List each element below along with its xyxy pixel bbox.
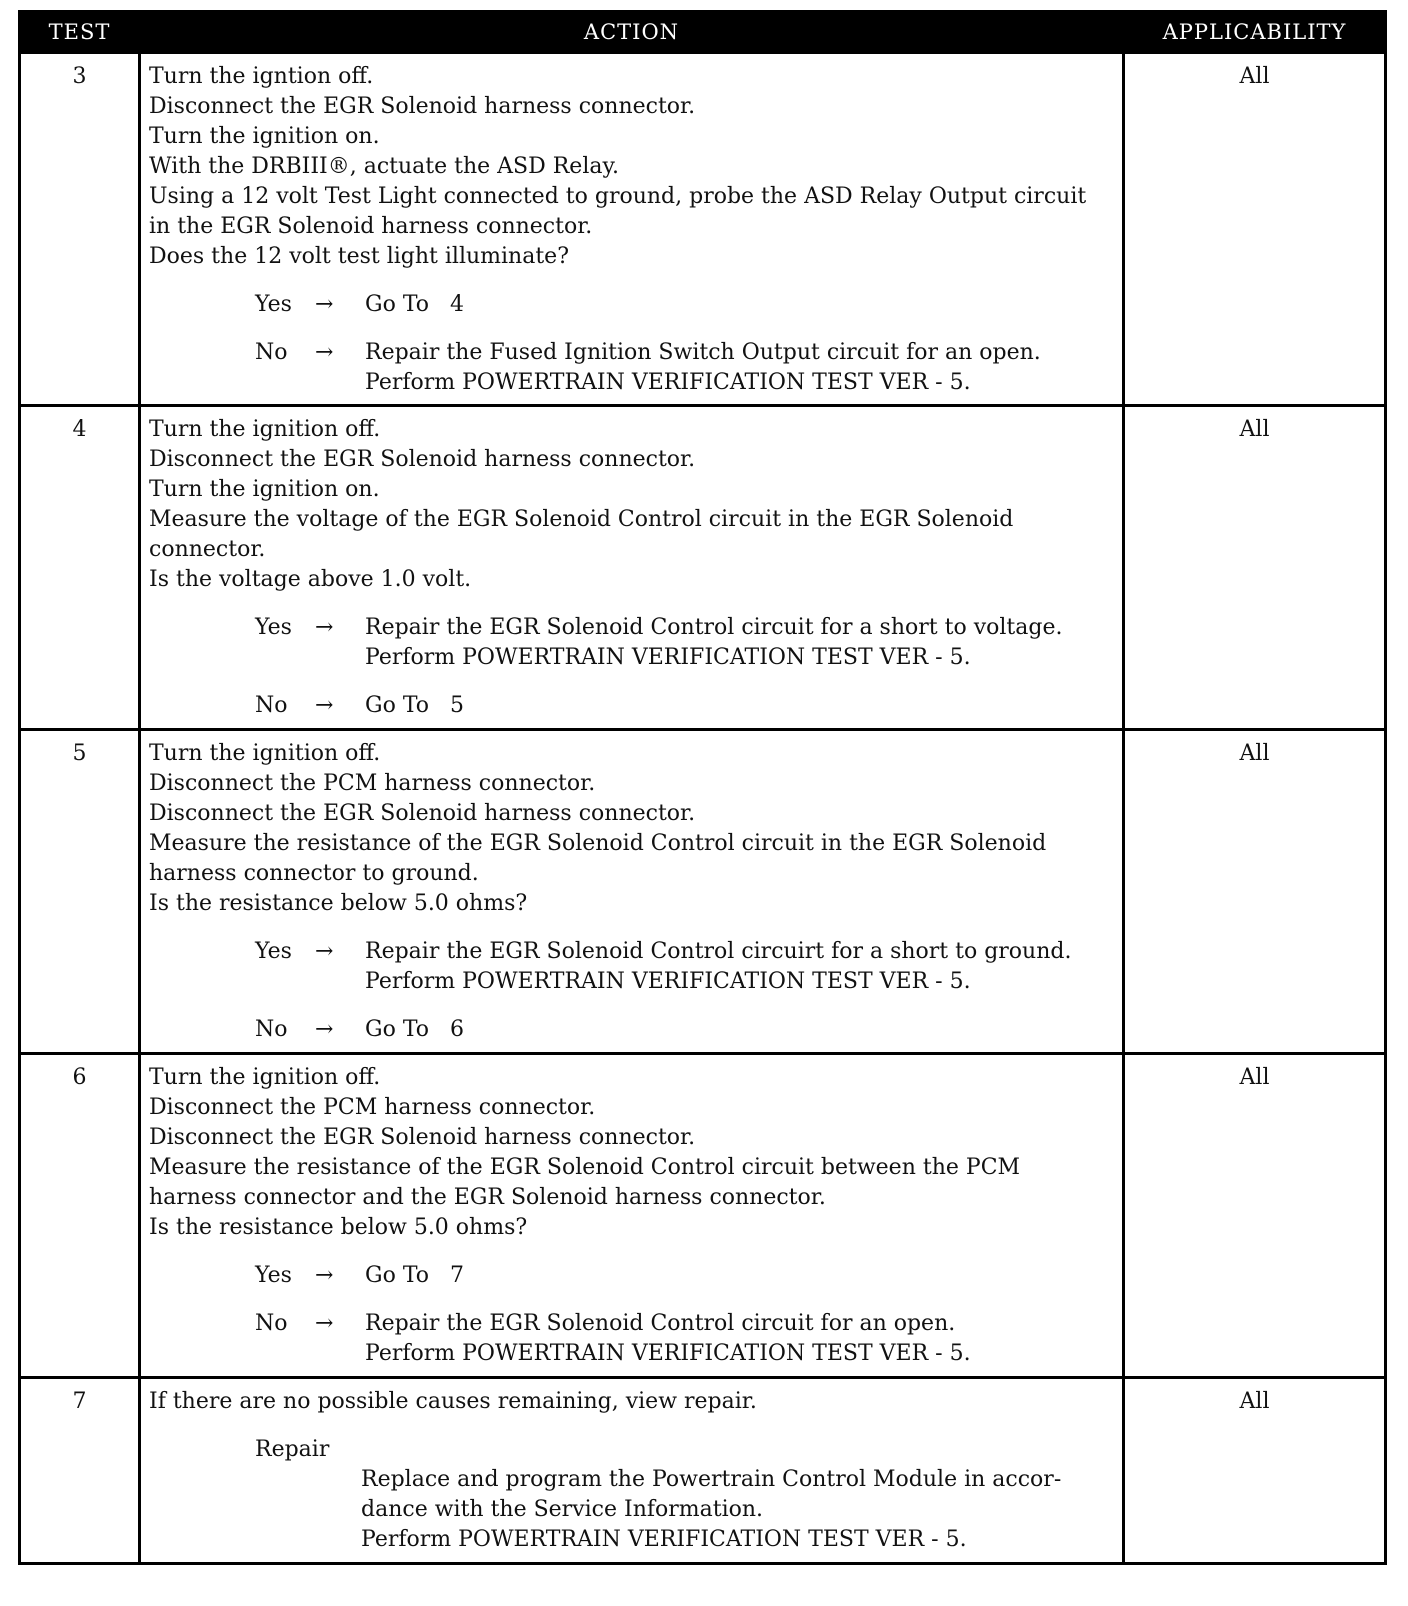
action-line: harness connector to ground. <box>149 861 479 886</box>
action-line: Turn the ignition on. <box>149 124 380 149</box>
arrow-right-icon: → <box>315 939 334 964</box>
action-line: Is the resistance below 5.0 ohms? <box>149 891 528 916</box>
action-cell <box>140 730 1124 1054</box>
yes-result-line: Perform POWERTRAIN VERIFICATION TEST VER - 5. <box>365 645 971 670</box>
yes-label: Yes <box>255 1263 292 1288</box>
action-line: Disconnect the EGR Solenoid harness connector. <box>149 1125 696 1150</box>
table-row <box>20 1054 1386 1378</box>
arrow-right-icon: → <box>315 1263 334 1288</box>
action-line: If there are no possible causes remaining, view repair. <box>149 1389 757 1414</box>
applicability-value: All <box>1124 730 1386 1054</box>
arrow-right-icon: → <box>315 292 334 317</box>
applicability-value: All <box>1124 406 1386 730</box>
applicability-value: All <box>1124 1378 1386 1564</box>
table-row <box>20 730 1386 1054</box>
yes-result-line: Repair the EGR Solenoid Control circuirt for a short to ground. <box>365 939 1072 964</box>
yes-result-line: Perform POWERTRAIN VERIFICATION TEST VER - 5. <box>365 969 971 994</box>
action-line: With the DRBIII®, actuate the ASD Relay. <box>149 154 619 179</box>
diagnostic-test-sheet <box>18 10 1384 1565</box>
action-line: Turn the ignition off. <box>149 1065 381 1090</box>
action-line: Turn the ignition off. <box>149 741 381 766</box>
repair-label: Repair <box>255 1437 330 1462</box>
table-row <box>20 53 1386 406</box>
action-line: Measure the voltage of the EGR Solenoid Control circuit in the EGR Solenoid <box>149 507 1014 532</box>
test-number: 7 <box>20 1378 140 1564</box>
yes-result <box>365 937 1114 997</box>
arrow-right-icon: → <box>315 615 334 640</box>
no-result <box>365 1309 1114 1369</box>
yes-result-line: Go To 7 <box>365 1263 464 1288</box>
action-line: Is the resistance below 5.0 ohms? <box>149 1215 528 1240</box>
yes-branch <box>255 1261 1114 1291</box>
action-line: Disconnect the EGR Solenoid harness connector. <box>149 801 696 826</box>
yes-result-line: Go To 4 <box>365 292 464 317</box>
action-line: in the EGR Solenoid harness connector. <box>149 214 593 239</box>
test-number: 3 <box>20 53 140 406</box>
header-applicability: APPLICABILITY <box>1124 12 1386 53</box>
no-branch <box>255 1309 1114 1369</box>
yes-label: Yes <box>255 939 292 964</box>
no-result <box>365 691 1114 721</box>
header-test: TEST <box>20 12 140 53</box>
action-line: Disconnect the EGR Solenoid harness connector. <box>149 94 696 119</box>
action-line: Turn the ignition on. <box>149 477 380 502</box>
no-result <box>365 1015 1114 1045</box>
test-number: 4 <box>20 406 140 730</box>
no-label: No <box>255 340 288 365</box>
action-line: Is the voltage above 1.0 volt. <box>149 567 472 592</box>
action-line: Disconnect the PCM harness connector. <box>149 1095 596 1120</box>
table-header-row <box>20 12 1386 53</box>
no-result-line: Go To 5 <box>365 693 464 718</box>
arrow-right-icon: → <box>315 1017 334 1042</box>
no-label: No <box>255 693 288 718</box>
test-number: 6 <box>20 1054 140 1378</box>
arrow-right-icon: → <box>315 693 334 718</box>
no-result-line: Perform POWERTRAIN VERIFICATION TEST VER - 5. <box>365 370 971 395</box>
no-label: No <box>255 1311 288 1336</box>
yes-branch <box>255 613 1114 673</box>
yes-result <box>365 613 1114 673</box>
action-line: Turn the ignition off. <box>149 417 381 442</box>
action-line: Does the 12 volt test light illuminate? <box>149 244 569 269</box>
action-cell <box>140 1054 1124 1378</box>
arrow-right-icon: → <box>315 1311 334 1336</box>
applicability-value: All <box>1124 53 1386 406</box>
action-line: Disconnect the PCM harness connector. <box>149 771 596 796</box>
no-result-line: Perform POWERTRAIN VERIFICATION TEST VER - 5. <box>365 1341 971 1366</box>
action-cell <box>140 1378 1124 1564</box>
yes-branch <box>255 290 1114 320</box>
no-branch <box>255 338 1114 398</box>
diagnostic-test-table <box>18 10 1387 1565</box>
no-branch <box>255 691 1114 721</box>
no-result-line: Repair the EGR Solenoid Control circuit for an open. <box>365 1311 956 1336</box>
repair-instructions <box>361 1465 1114 1555</box>
yes-result-line: Repair the EGR Solenoid Control circuit for a short to voltage. <box>365 615 1063 640</box>
no-result-line: Go To 6 <box>365 1017 464 1042</box>
action-cell <box>140 406 1124 730</box>
no-branch <box>255 1015 1114 1045</box>
action-line: Using a 12 volt Test Light connected to ground, probe the ASD Relay Output circuit <box>149 184 1087 209</box>
yes-label: Yes <box>255 292 292 317</box>
action-line: Turn the igntion off. <box>149 64 374 89</box>
repair-line: Perform POWERTRAIN VERIFICATION TEST VER - 5. <box>361 1527 967 1552</box>
action-line: harness connector and the EGR Solenoid harness connector. <box>149 1185 826 1210</box>
table-row <box>20 406 1386 730</box>
no-result-line: Repair the Fused Ignition Switch Output circuit for an open. <box>365 340 1041 365</box>
action-line: Measure the resistance of the EGR Solenoid Control circuit between the PCM <box>149 1155 1021 1180</box>
arrow-right-icon: → <box>315 340 334 365</box>
table-row <box>20 1378 1386 1564</box>
repair-line: dance with the Service Information. <box>361 1497 764 1522</box>
action-line: Disconnect the EGR Solenoid harness connector. <box>149 447 696 472</box>
action-line: Measure the resistance of the EGR Solenoid Control circuit in the EGR Solenoid <box>149 831 1047 856</box>
no-label: No <box>255 1017 288 1042</box>
header-action: ACTION <box>140 12 1124 53</box>
action-cell <box>140 53 1124 406</box>
yes-result <box>365 290 1114 320</box>
applicability-value: All <box>1124 1054 1386 1378</box>
action-line: connector. <box>149 537 266 562</box>
no-result <box>365 338 1114 398</box>
yes-result <box>365 1261 1114 1291</box>
repair-line: Replace and program the Powertrain Control Module in accor- <box>361 1467 1062 1492</box>
test-number: 5 <box>20 730 140 1054</box>
yes-label: Yes <box>255 615 292 640</box>
yes-branch <box>255 937 1114 997</box>
